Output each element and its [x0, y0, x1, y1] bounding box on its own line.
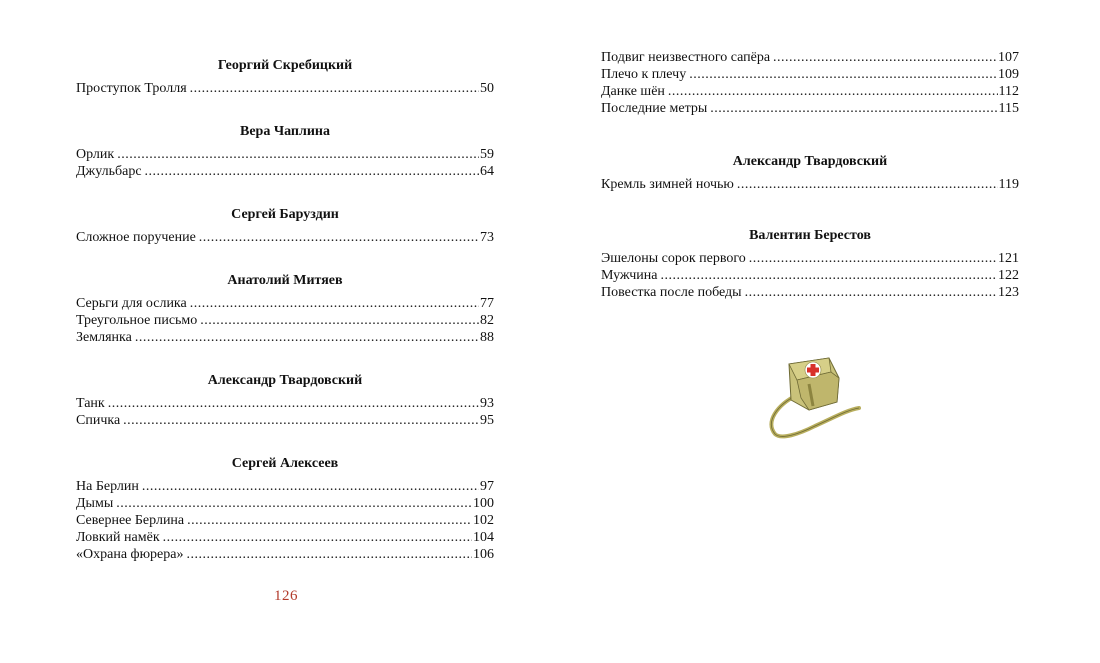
toc-entry[interactable] [76, 229, 494, 246]
author-heading: Вера Чаплина [240, 124, 330, 139]
entry-page-number: 95 [480, 413, 494, 428]
entry-title: «Охрана фюрера» [76, 547, 184, 562]
toc-entry[interactable] [601, 284, 1019, 301]
entry-title: Землянка [76, 330, 132, 345]
entry-page-number: 106 [473, 547, 494, 562]
dot-leader [142, 478, 479, 495]
entry-title: На Берлин [76, 479, 139, 494]
entry-title: Проступок Тролля [76, 81, 187, 96]
entry-title: Повестка после победы [601, 285, 742, 300]
dot-leader [117, 146, 479, 163]
dot-leader [123, 412, 479, 429]
entry-title: Севернее Берлина [76, 513, 185, 528]
dot-leader [135, 329, 479, 346]
entry-title: Плечо к плечу [601, 67, 687, 82]
entry-title: Последние метры [601, 101, 708, 116]
entry-title: Спичка [76, 413, 121, 428]
toc-entry[interactable] [76, 146, 494, 163]
page-number: 126 [274, 588, 298, 604]
entry-page-number: 82 [480, 313, 494, 328]
entry-page-number: 122 [998, 268, 1019, 283]
toc-entry[interactable] [601, 49, 1019, 66]
entry-title: Эшелоны сорок первого [601, 251, 746, 266]
author-heading: Валентин Берестов [749, 228, 871, 243]
toc-left-page [76, 57, 494, 589]
continued-entries [601, 49, 1019, 117]
dot-leader [745, 284, 997, 301]
dot-leader [199, 229, 479, 246]
medical-bag-icon [767, 350, 863, 440]
dot-leader [749, 250, 997, 267]
dot-leader [187, 512, 472, 529]
entry-title: Треугольное письмо [76, 313, 198, 328]
right-sections [601, 153, 1019, 301]
entry-page-number: 97 [480, 479, 494, 494]
toc-entry[interactable] [601, 176, 1019, 193]
toc-entry[interactable] [76, 80, 494, 97]
dot-leader [190, 295, 479, 312]
toc-entry[interactable] [601, 250, 1019, 267]
entry-page-number: 123 [998, 285, 1019, 300]
dot-leader [668, 83, 998, 100]
toc-entry[interactable] [76, 546, 494, 563]
entry-page-number: 59 [480, 147, 494, 162]
author-section [601, 227, 1019, 301]
toc-entry[interactable] [76, 395, 494, 412]
dot-leader [190, 80, 479, 97]
dot-leader [710, 100, 997, 117]
author-heading: Георгий Скребицкий [217, 58, 353, 73]
dot-leader [145, 163, 479, 180]
toc-entry[interactable] [76, 495, 494, 512]
dot-leader [773, 49, 997, 66]
author-section [76, 372, 494, 429]
dot-leader [737, 176, 998, 193]
entry-page-number: 121 [998, 251, 1019, 266]
entry-page-number: 107 [998, 50, 1019, 65]
toc-entry[interactable] [76, 163, 494, 180]
author-section [76, 123, 494, 180]
author-heading: Сергей Алексеев [231, 456, 339, 471]
toc-right-page [601, 49, 1019, 335]
entry-title: Дымы [76, 496, 114, 511]
dot-leader [200, 312, 479, 329]
toc-entry[interactable] [76, 512, 494, 529]
toc-entry[interactable] [601, 100, 1019, 117]
author-heading: Александр Твардовский [207, 373, 363, 388]
dot-leader [689, 66, 997, 83]
toc-entry[interactable] [76, 529, 494, 546]
entry-title: Подвиг неизвестного сапёра [601, 50, 771, 65]
author-section [76, 272, 494, 346]
dot-leader [163, 529, 472, 546]
author-section [601, 153, 1019, 193]
dot-leader [187, 546, 473, 563]
entry-page-number: 73 [480, 230, 494, 245]
entry-page-number: 100 [473, 496, 494, 511]
toc-entry[interactable] [601, 66, 1019, 83]
author-section [76, 206, 494, 246]
author-heading: Александр Твардовский [732, 154, 888, 169]
entry-title: Танк [76, 396, 105, 411]
entry-page-number: 77 [480, 296, 494, 311]
author-section [76, 455, 494, 563]
dot-leader [660, 267, 997, 284]
toc-entry[interactable] [76, 295, 494, 312]
entry-title: Серьги для ослика [76, 296, 187, 311]
entry-page-number: 64 [480, 164, 494, 179]
entry-page-number: 109 [998, 67, 1019, 82]
entry-page-number: 102 [473, 513, 494, 528]
entry-page-number: 88 [480, 330, 494, 345]
entry-page-number: 115 [998, 101, 1019, 116]
toc-entry[interactable] [76, 312, 494, 329]
dot-leader [108, 395, 479, 412]
toc-entry[interactable] [76, 329, 494, 346]
dot-leader [116, 495, 472, 512]
author-section [76, 57, 494, 97]
entry-title: Ловкий намёк [76, 530, 160, 545]
entry-title: Сложное поручение [76, 230, 196, 245]
toc-entry[interactable] [76, 478, 494, 495]
toc-entry[interactable] [601, 83, 1019, 100]
toc-entry[interactable] [76, 412, 494, 429]
entry-title: Мужчина [601, 268, 658, 283]
entry-page-number: 104 [473, 530, 494, 545]
author-heading: Сергей Баруздин [231, 207, 339, 222]
entry-page-number: 112 [998, 84, 1019, 99]
toc-entry[interactable] [601, 267, 1019, 284]
entry-page-number: 93 [480, 396, 494, 411]
entry-title: Кремль зимней ночью [601, 177, 734, 192]
entry-page-number: 119 [998, 177, 1019, 192]
entry-title: Орлик [76, 147, 115, 162]
entry-title: Джульбарс [76, 164, 142, 179]
author-heading: Анатолий Митяев [227, 273, 343, 288]
entry-page-number: 50 [480, 81, 494, 96]
entry-title: Данке шён [601, 84, 665, 99]
